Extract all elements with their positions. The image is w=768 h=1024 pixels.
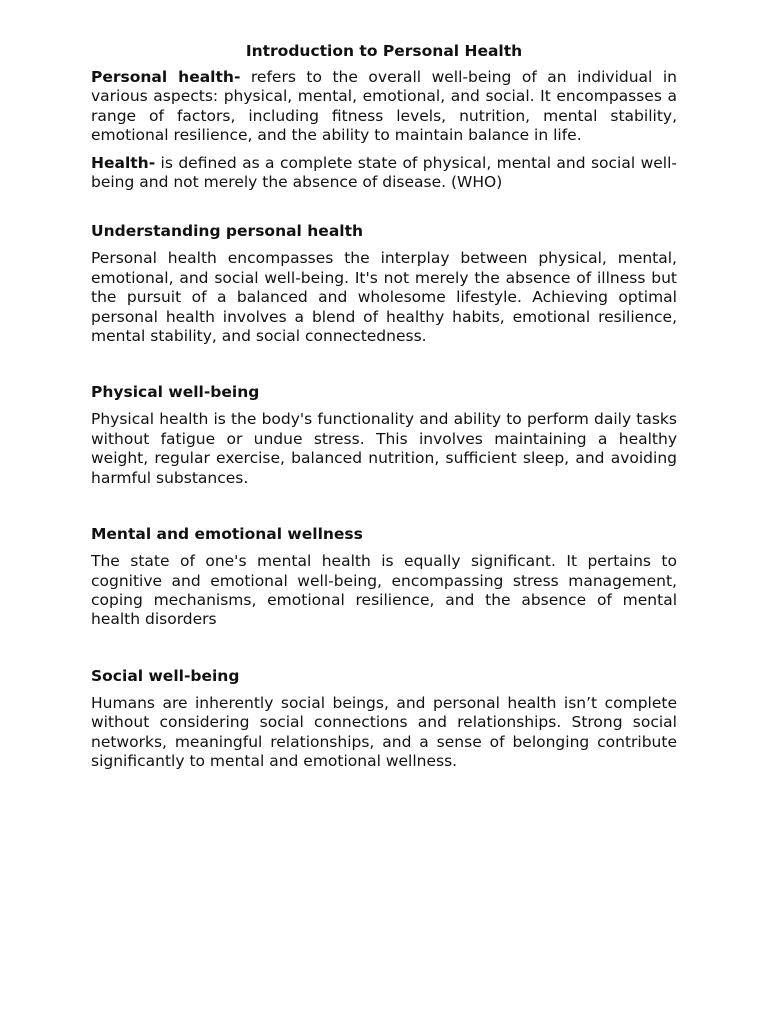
section-body-mental: The state of one's mental health is equally significant. It pertains to cognitive and emotional well-being, encompassing stress management, coping mechanisms, emotional resilience, and the absence of mental health disorders bbox=[91, 552, 677, 629]
definition-text: refers to the overall well-being of an individual in various aspects: physical, mental, emotional, and social. It encompasses a range of factors, including fitness levels, nutrition, mental stability, emotional resilience, and the ability to maintain balance in life. bbox=[91, 68, 677, 145]
section-heading-social: Social well-being bbox=[91, 666, 240, 685]
definition-health bbox=[91, 154, 677, 193]
section-heading-understanding: Understanding personal health bbox=[91, 222, 364, 241]
definition-text: is defined as a complete state of physical, mental and social well-being and not merely the absence of disease. (WHO) bbox=[91, 153, 677, 192]
definition-term: Personal health- bbox=[91, 68, 241, 86]
definition-personal-health bbox=[91, 68, 677, 146]
section-body-physical: Physical health is the body's functionality and ability to perform daily tasks without fatigue or undue stress. This involves maintaining a healthy weight, regular exercise, balanced nutrition, sufficient sleep, and avoiding harmful substances. bbox=[91, 410, 677, 487]
definition-term: Health- bbox=[91, 153, 156, 172]
section-body-understanding: Personal health encompasses the interplay between physical, mental, emotional, and social well-being. It's not merely the absence of illness but the pursuit of a balanced and wholesome lifestyle. Achieving optimal personal health involves a blend of healthy habits, emotional resilience, mental stability, and social connectedness. bbox=[91, 249, 677, 346]
section-heading-mental: Mental and emotional wellness bbox=[91, 525, 363, 544]
page-title: Introduction to Personal Health bbox=[245, 42, 523, 60]
section-heading-physical: Physical well-being bbox=[91, 383, 260, 402]
section-body-social: Humans are inherently social beings, and personal health isn’t complete without considering social connections and relationships. Strong social networks, meaningful relationships, and a sense of belonging contribute significantly to mental and emotional wellness. bbox=[91, 693, 677, 770]
